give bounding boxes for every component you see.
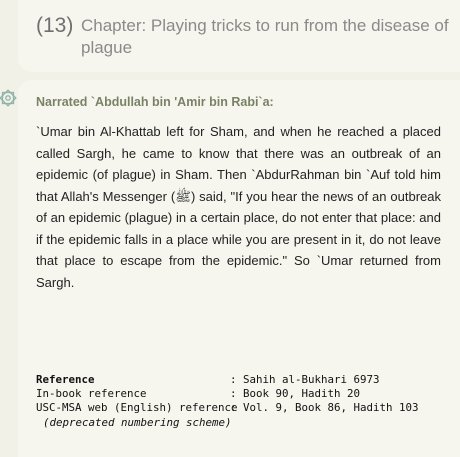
in-book-reference-value: : Book 90, Hadith 20 bbox=[230, 387, 361, 401]
hadith-narrator: Narrated `Abdullah bin 'Amir bin Rabi`a: bbox=[36, 95, 274, 109]
chapter-header bbox=[18, 0, 460, 72]
ornament-star-icon bbox=[0, 88, 18, 108]
usc-msa-reference-value: : Vol. 9, Book 86, Hadith 103 bbox=[230, 401, 419, 415]
reference-row bbox=[36, 373, 419, 387]
hadith-text: `Umar bin Al-Khattab left for Sham, and when he reached a placed called Sargh, he came to know that there was an outbreak of an epidemic (of plague) in Sham. Then `AbdurRahman bin `Auf told him that Allah's Messenger (ﷺ) said, "If you hear the news of an outbreak of an epidemic (plague) in a certain place, do not enter that place: and if the epidemic falls in a place while you are present in it, do not leave that place to escape from the epidemic." So `Umar returned from Sargh. bbox=[36, 124, 441, 290]
reference-value: : Sahih al-Bukhari 6973 bbox=[230, 373, 380, 386]
usc-msa-reference-key: USC-MSA web (English) reference bbox=[36, 401, 238, 415]
reference-table bbox=[36, 373, 419, 430]
deprecated-note-row bbox=[36, 416, 419, 430]
in-book-reference-key: In-book reference bbox=[36, 387, 147, 401]
reference-key: Reference bbox=[36, 373, 95, 386]
chapter-number: (13) bbox=[36, 14, 74, 37]
chapter-title: Chapter: Playing tricks to run from the disease of plague bbox=[81, 16, 449, 57]
usc-msa-reference-row bbox=[36, 401, 419, 415]
deprecated-numbering-note: (deprecated numbering scheme) bbox=[43, 415, 232, 429]
in-book-reference-row bbox=[36, 387, 419, 401]
